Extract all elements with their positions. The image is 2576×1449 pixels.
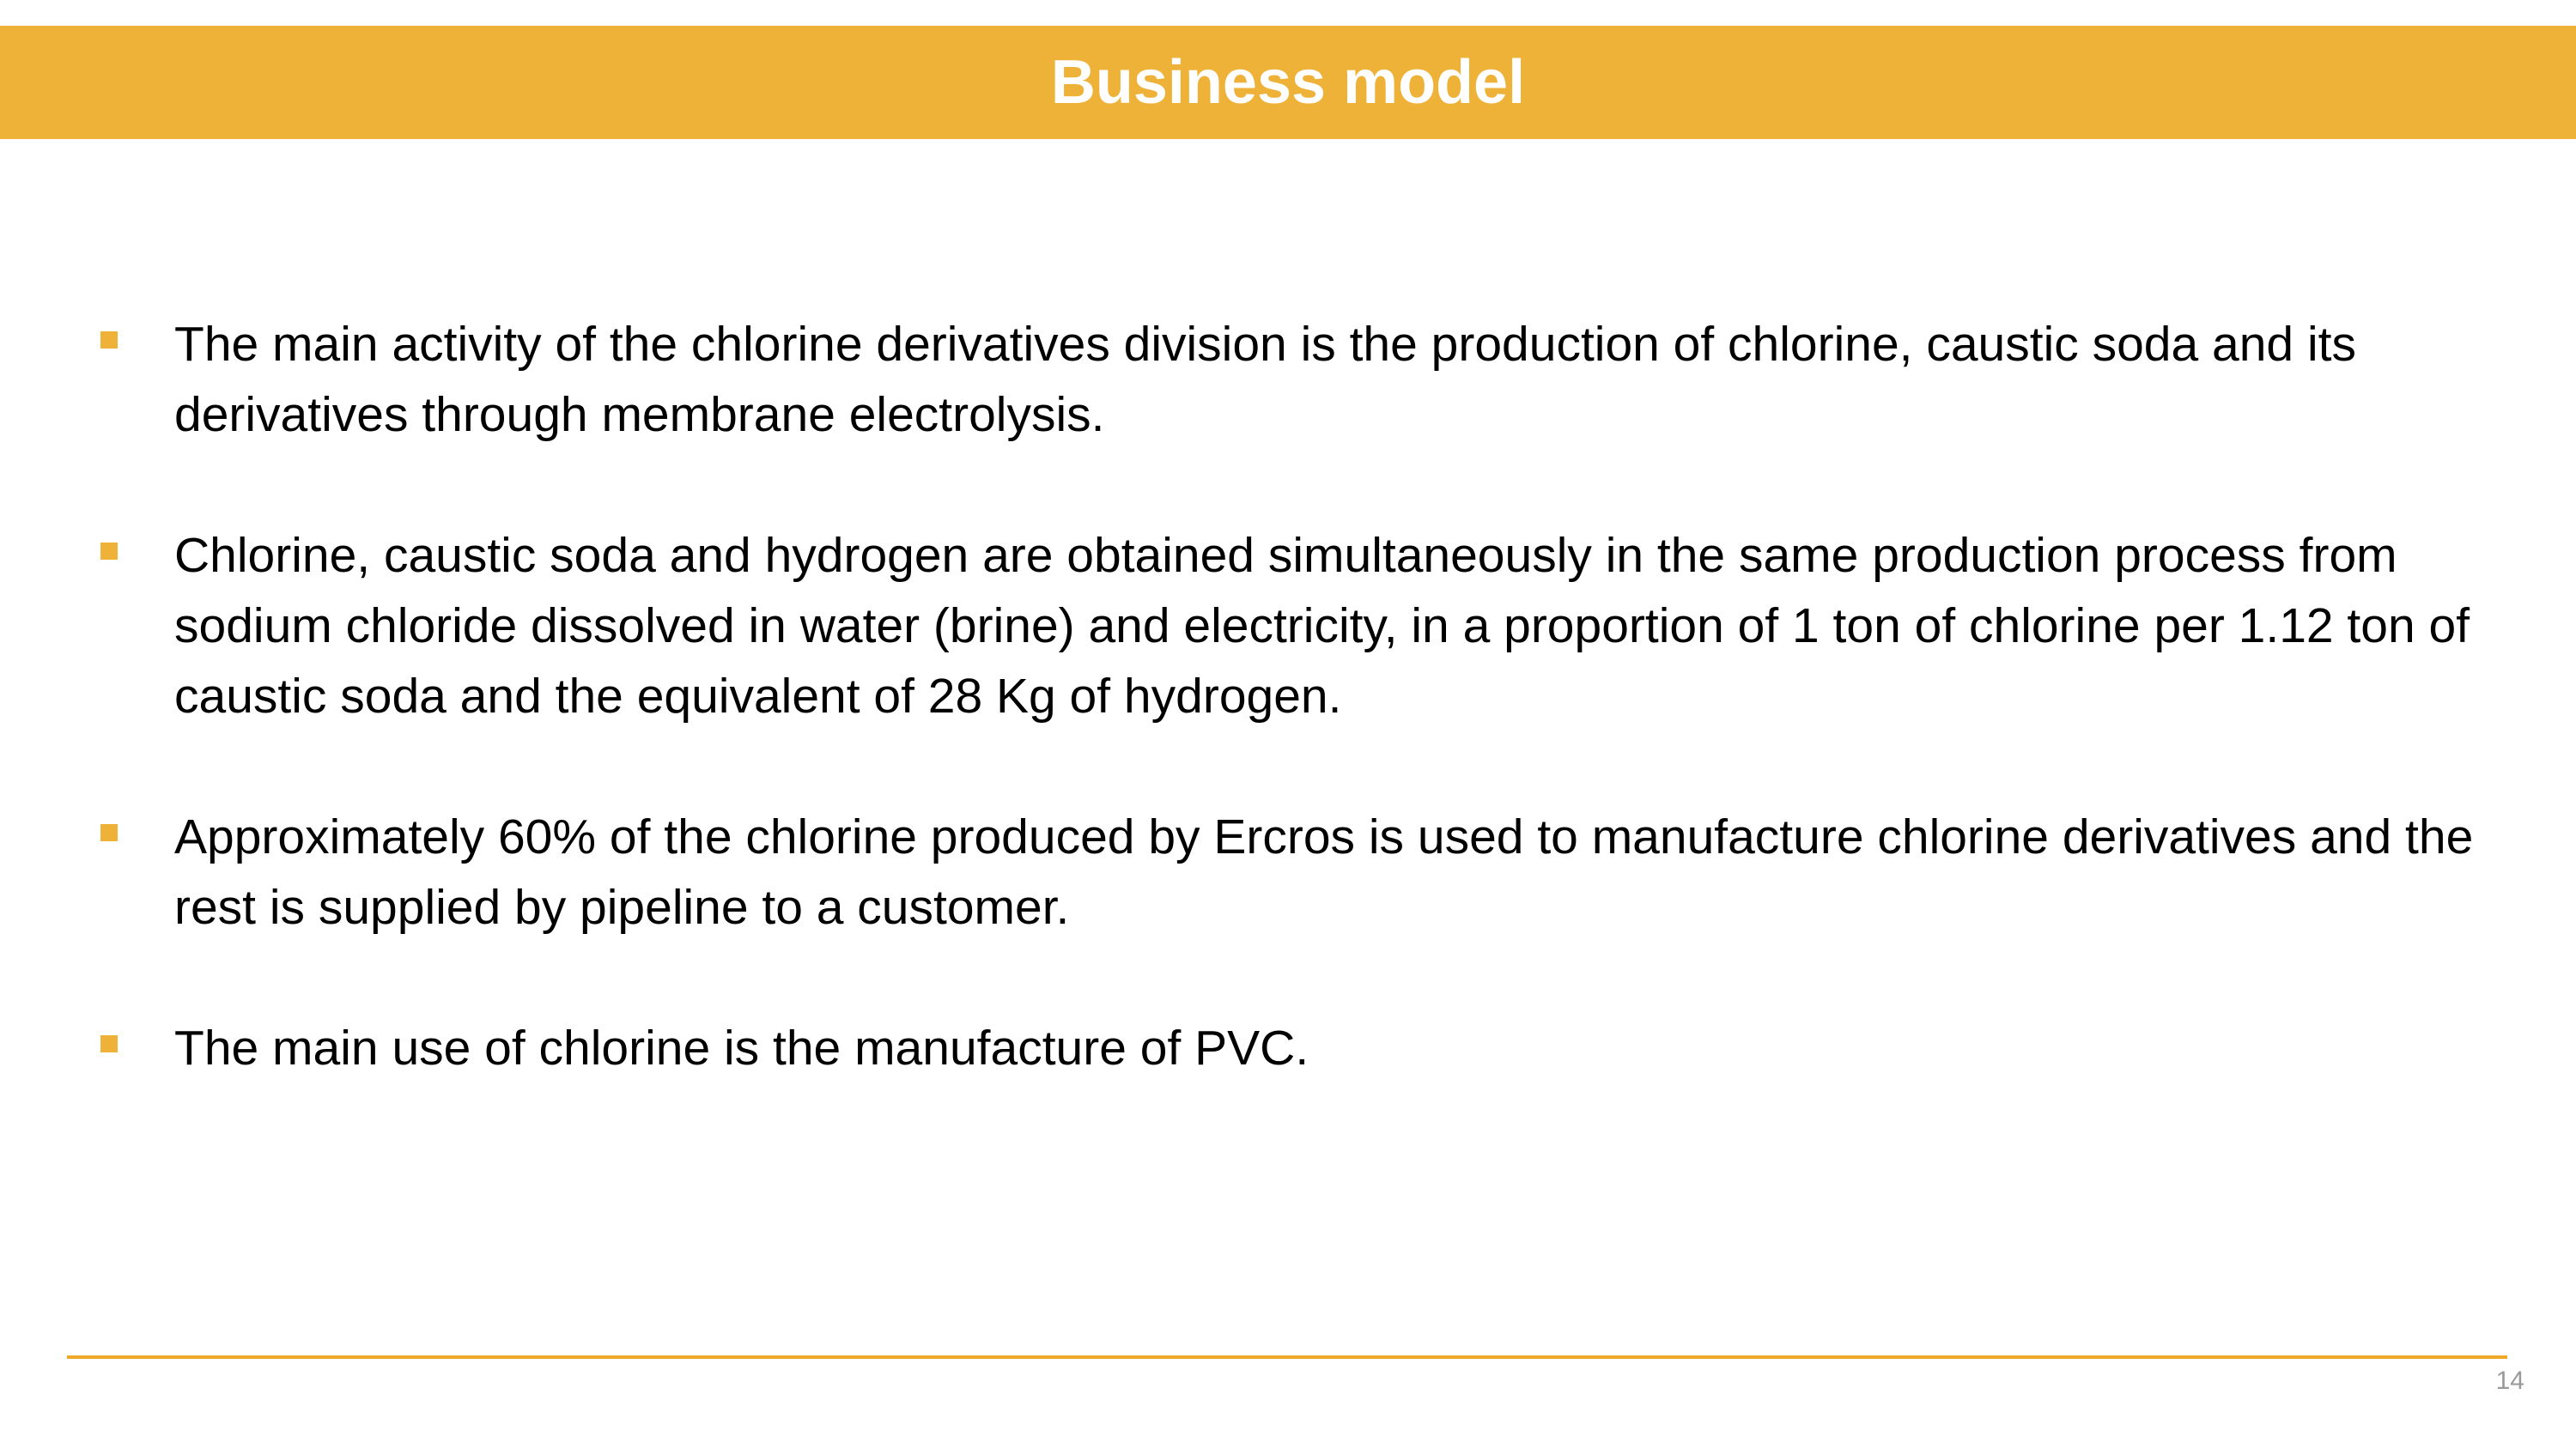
footer-divider bbox=[67, 1355, 2507, 1359]
square-bullet-icon bbox=[100, 331, 118, 349]
bullet-text: The main activity of the chlorine derivatives division is the production of chlorine, caustic soda and its derivatives through membrane electrolysis. bbox=[174, 317, 2356, 442]
square-bullet-icon bbox=[100, 824, 118, 841]
bullet-list bbox=[98, 309, 2502, 1154]
bullet-item bbox=[98, 520, 2502, 731]
bullet-text: Chlorine, caustic soda and hydrogen are obtained simultaneously in the same production process from sodium chloride dissolved in water (brine) and electricity, in a proportion of 1 ton of chlorine per 1.12 ton of caustic soda and the equivalent of 28 Kg of hydrogen. bbox=[174, 528, 2470, 724]
title-bar bbox=[0, 26, 2576, 139]
page-number: 14 bbox=[2495, 1367, 2524, 1395]
bullet-text: The main use of chlorine is the manufacture of PVC. bbox=[174, 1021, 1309, 1076]
square-bullet-icon bbox=[100, 1035, 118, 1052]
square-bullet-icon bbox=[100, 543, 118, 560]
bullet-item bbox=[98, 802, 2502, 943]
bullet-item bbox=[98, 309, 2502, 450]
bullet-item bbox=[98, 1013, 2502, 1083]
slide-title: Business model bbox=[1050, 48, 1526, 117]
bullet-text: Approximately 60% of the chlorine produced by Ercros is used to manufacture chlorine derivatives and the rest is supplied by pipeline to a customer. bbox=[174, 809, 2474, 935]
